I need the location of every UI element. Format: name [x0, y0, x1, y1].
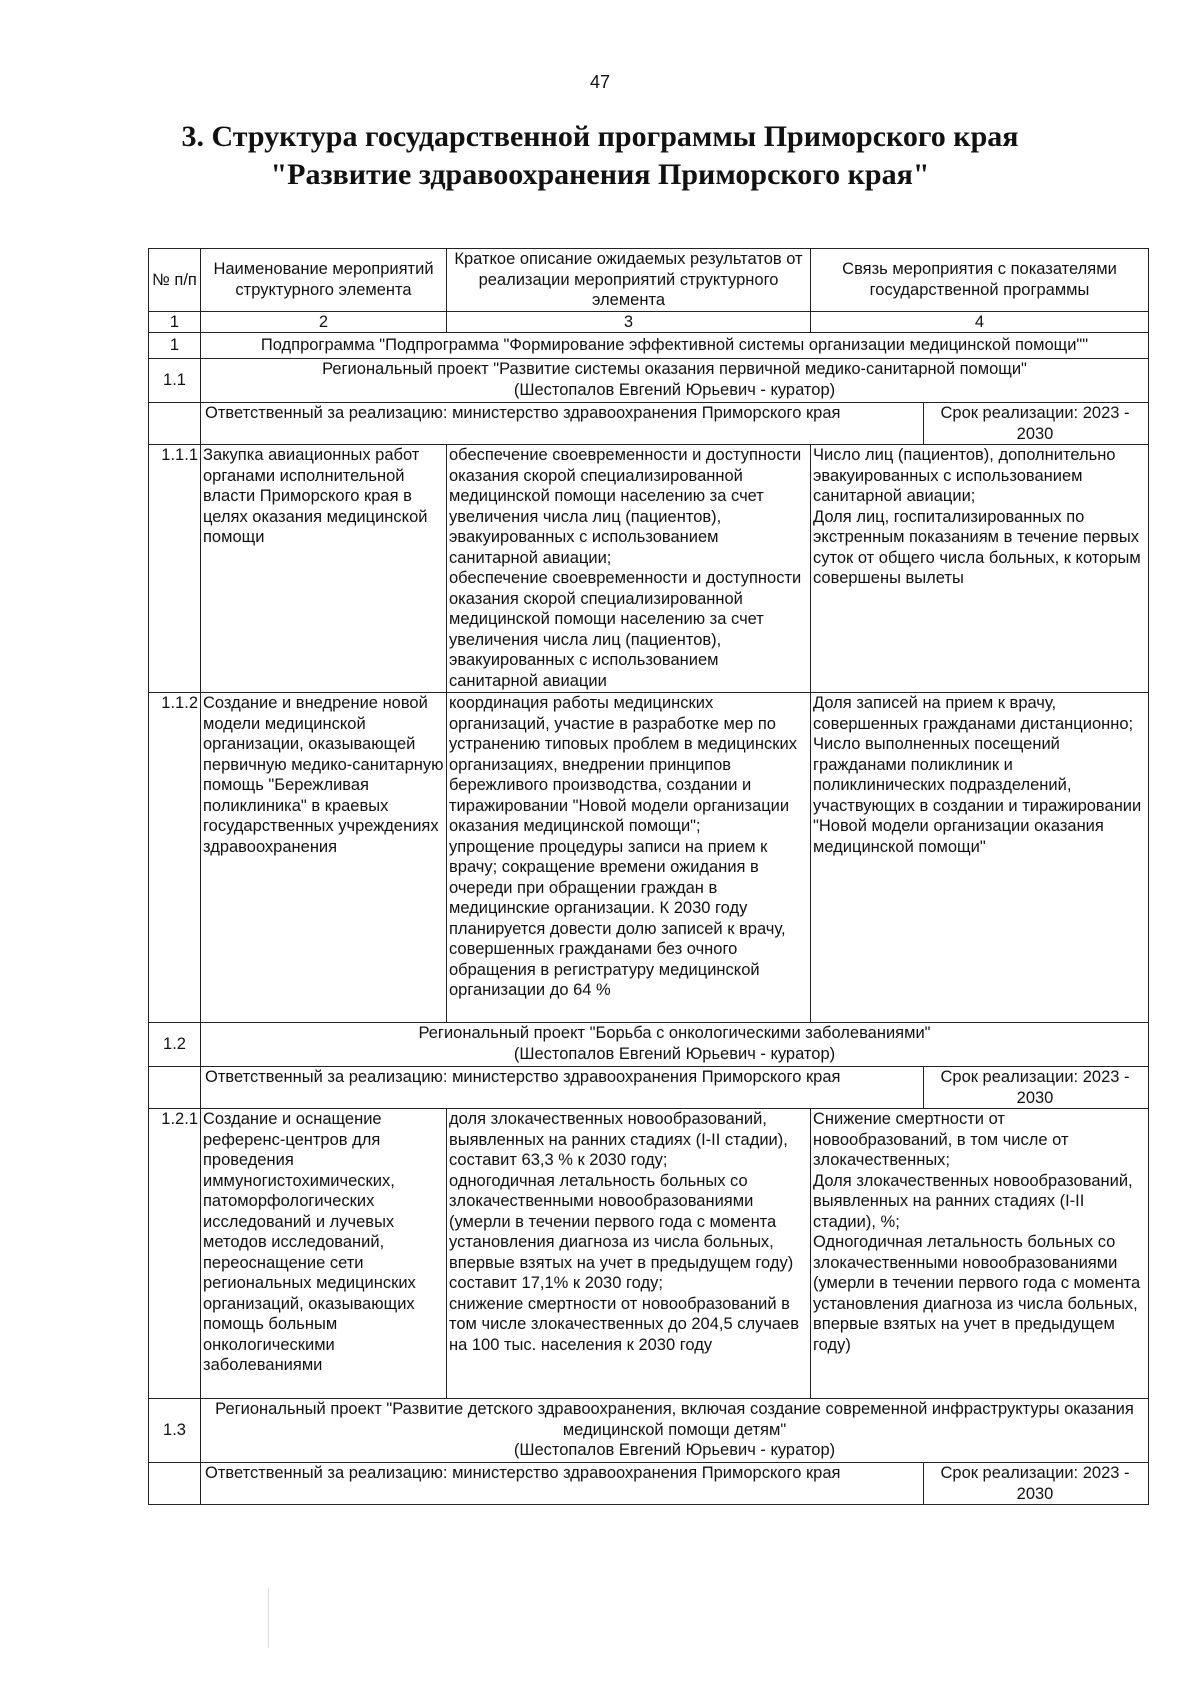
- table-header-row: [149, 249, 1149, 312]
- project-title: Региональный проект "Развитие системы оказания первичной медико-санитарной помощи": [322, 360, 1027, 378]
- document-title: [0, 118, 1200, 194]
- activity-name: Закупка авиационных работ органами исполнительной власти Приморского края в целях оказания медицинской помощи: [201, 445, 447, 693]
- responsible-row: [149, 1463, 1149, 1505]
- header-name: Наименование мероприятий структурного элемента: [201, 249, 447, 312]
- header-results: Краткое описание ожидаемых результатов от реализации мероприятий структурного элемента: [447, 249, 811, 312]
- activity-results: доля злокачественных новообразований, выявленных на ранних стадиях (I-II стадии), составит 63,3 % к 2030 году; одногодичная летальность больных со злокачественными новообразованиями (умерли в течении первого года с момента установления диагноза из числа больных, впервые взятых на учет в предыдущем году) составит 17,1% к 2030 году; снижение смертности от новообразований в том числе злокачественных до 204,5 случаев на 100 тыс. населения к 2030 году: [447, 1109, 811, 1399]
- header-num: № п/п: [149, 249, 201, 312]
- project-num: 1.1: [149, 359, 201, 403]
- activity-results: обеспечение своевременности и доступности оказания скорой специализированной медицинской помощи населению за счет увеличения числа лиц (пациентов), эвакуированных с использованием санитарной авиации; обеспечение своевременности и доступности оказания скорой специализированной медицинской помощи населению за счет увеличения числа лиц (пациентов), эвакуированных с использованием санитарной авиации: [447, 445, 811, 693]
- term-text: Срок реализации: 2023 - 2030: [940, 404, 1130, 443]
- column-number: 2: [201, 311, 447, 333]
- responsible-row: [149, 403, 1149, 445]
- project-title: Региональный проект "Развитие детского здравоохранения, включая создание современной инфраструктуры оказания медицинской помощи детям": [215, 1400, 1134, 1439]
- activity-row: [149, 1109, 1149, 1399]
- activity-name: Создание и оснащение референс-центров для проведения иммуногистохимических, патоморфологических исследований и лучевых методов исследований, переоснащение сети региональных медицинских организаций, оказывающих помощь больным онкологическими заболеваниями: [201, 1109, 447, 1399]
- structure-table: [148, 248, 1149, 1505]
- project-row: [149, 1399, 1149, 1463]
- subprogram-title: Подпрограмма "Подпрограмма "Формирование эффективной системы организации медицинской помощи"": [201, 333, 1149, 359]
- responsible-text: Ответственный за реализацию: министерство здравоохранения Приморского края: [203, 1463, 924, 1504]
- subprogram-row: [149, 333, 1149, 359]
- activity-name: Создание и внедрение новой модели медицинской организации, оказывающей первичную медико-санитарную помощь "Бережливая поликлиника" в краевых государственных учреждениях здравоохранения: [201, 693, 447, 1023]
- activity-indicators: Число лиц (пациентов), дополнительно эвакуированных с использованием санитарной авиации; Доля лиц, госпитализированных по экстренным показаниям в течение первых суток от общего числа больных, к которым совершены вылеты: [811, 445, 1149, 693]
- column-number: 1: [149, 311, 201, 333]
- term-text: Срок реализации: 2023 - 2030: [940, 1464, 1130, 1503]
- activity-indicators: Доля записей на прием к врачу, совершенных гражданами дистанционно; Число выполненных посещений гражданами поликлиник и поликлинических подразделений, участвующих в создании и тиражировании "Новой модели организации оказания медицинской помощи": [811, 693, 1149, 1023]
- responsible-cell: [201, 1463, 1149, 1505]
- column-number-row: [149, 311, 1149, 333]
- project-row: [149, 359, 1149, 403]
- empty-cell: [149, 1463, 201, 1505]
- project-num: 1.2: [149, 1023, 201, 1067]
- subprogram-num: 1: [149, 333, 201, 359]
- scan-artifact-line: [268, 1588, 269, 1648]
- responsible-cell: [201, 1067, 1149, 1109]
- activity-row: [149, 693, 1149, 1023]
- activity-num: 1.1.1: [149, 445, 201, 693]
- project-title-cell: [201, 359, 1149, 403]
- empty-cell: [149, 1067, 201, 1109]
- project-title-cell: [201, 1399, 1149, 1463]
- project-row: [149, 1023, 1149, 1067]
- activity-results: координация работы медицинских организаций, участие в разработке мер по устранению типовых проблем в медицинских организациях, внедрении принципов бережливого производства, создании и тиражировании "Новой модели организации оказания медицинской помощи"; упрощение процедуры записи на прием к врачу; сокращение времени ожидания в очереди при обращении граждан в медицинские организации. К 2030 году планируется довести долю записей к врачу, совершенных гражданами без очного обращения в регистратуру медицинской организации до 64 %: [447, 693, 811, 1023]
- column-number: 3: [447, 311, 811, 333]
- activity-num: 1.1.2: [149, 693, 201, 1023]
- responsible-row: [149, 1067, 1149, 1109]
- project-curator: (Шестопалов Евгений Юрьевич - куратор): [513, 1441, 836, 1459]
- header-indicators: Связь мероприятия с показателями государственной программы: [811, 249, 1149, 312]
- activity-num: 1.2.1: [149, 1109, 201, 1399]
- project-title: Региональный проект "Борьба с онкологическими заболеваниями": [418, 1024, 931, 1042]
- activity-indicators: Снижение смертности от новообразований, в том числе от злокачественных; Доля злокачественных новообразований, выявленных на ранних стадиях (I-II стадии), %; Одногодичная летальность больных со злокачественными новообразованиями (умерли в течении первого года с момента установления диагноза из числа больных, впервые взятых на учет в предыдущем году): [811, 1109, 1149, 1399]
- title-line-1: 3. Структура государственной программы Приморского края: [181, 120, 1019, 153]
- empty-cell: [149, 403, 201, 445]
- activity-row: [149, 445, 1149, 693]
- responsible-text: Ответственный за реализацию: министерство здравоохранения Приморского края: [203, 1067, 924, 1108]
- project-curator: (Шестопалов Евгений Юрьевич - куратор): [513, 380, 836, 399]
- project-title-cell: [201, 1023, 1149, 1067]
- term-text: Срок реализации: 2023 - 2030: [940, 1068, 1130, 1107]
- responsible-text: Ответственный за реализацию: министерство здравоохранения Приморского края: [203, 403, 924, 444]
- responsible-cell: [201, 403, 1149, 445]
- project-curator: (Шестопалов Евгений Юрьевич - куратор): [513, 1044, 836, 1063]
- project-num: 1.3: [149, 1399, 201, 1463]
- title-line-2: "Развитие здравоохранения Приморского края": [270, 158, 930, 191]
- page-number: 47: [589, 72, 611, 92]
- column-number: 4: [811, 311, 1149, 333]
